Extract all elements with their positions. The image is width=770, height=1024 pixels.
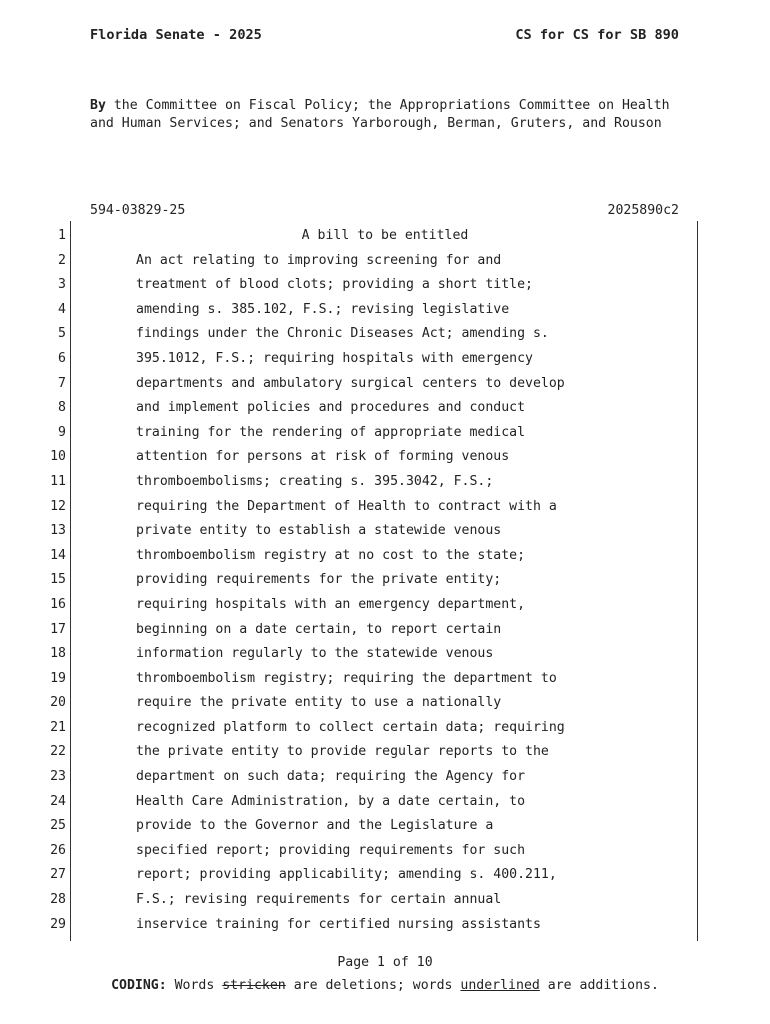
bill-line (0, 519, 770, 544)
bill-line (0, 814, 770, 839)
line-number: 1 (58, 228, 66, 243)
bill-line (0, 298, 770, 323)
bill-line (0, 593, 770, 618)
line-number: 13 (50, 523, 66, 539)
line-text: Health Care Administration, by a date certain, to (136, 793, 526, 809)
bill-line (0, 913, 770, 938)
bill-line (0, 618, 770, 643)
line-text: A bill to be entitled (301, 228, 469, 243)
line-number: 9 (58, 424, 66, 440)
bill-line (0, 839, 770, 864)
line-number: 26 (50, 842, 66, 858)
line-number: 27 (50, 867, 66, 883)
bill-code: 2025890c2 (607, 203, 679, 218)
line-number: 29 (50, 916, 66, 932)
bill-line (0, 249, 770, 274)
line-text: 395.1012, F.S.; requiring hospitals with emergency (136, 350, 533, 366)
line-text: requiring the Department of Health to contract with a (136, 498, 557, 514)
line-number: 19 (50, 670, 66, 686)
bill-lines (0, 224, 770, 937)
line-text: providing requirements for the private entity; (136, 572, 502, 588)
line-number: 14 (50, 547, 66, 563)
line-number: 25 (50, 818, 66, 834)
line-number: 18 (50, 646, 66, 662)
line-text: report; providing applicability; amending s. 400.211, (136, 867, 557, 883)
line-number: 28 (50, 892, 66, 908)
bill-line (0, 372, 770, 397)
bill-line (0, 691, 770, 716)
bill-line (0, 568, 770, 593)
line-text: information regularly to the statewide venous (136, 646, 494, 662)
line-text: attention for persons at risk of forming venous (136, 449, 510, 465)
line-number: 7 (58, 375, 66, 391)
line-text: findings under the Chronic Diseases Act; amending s. (136, 326, 549, 342)
coding-text-1: Words (166, 978, 223, 993)
bill-line (0, 716, 770, 741)
line-number: 16 (50, 596, 66, 612)
bill-line (0, 544, 770, 569)
line-number: 20 (50, 695, 66, 711)
line-number: 10 (50, 449, 66, 465)
bill-line (0, 863, 770, 888)
line-text: require the private entity to use a nationally (136, 695, 502, 711)
coding-text-3: are additions. (539, 978, 659, 993)
draft-code: 594-03829-25 (90, 203, 186, 218)
line-number: 23 (50, 769, 66, 785)
line-number: 21 (50, 719, 66, 735)
bill-text-area (0, 221, 770, 941)
bill-line (0, 740, 770, 765)
line-text: An act relating to improving screening for and (136, 252, 502, 268)
line-text: the private entity to provide regular reports to the (136, 744, 549, 760)
bill-line (0, 396, 770, 421)
line-text: and implement policies and procedures and conduct (136, 400, 526, 416)
line-text: thromboembolism registry at no cost to the state; (136, 547, 526, 563)
line-number: 5 (58, 326, 66, 342)
line-text: training for the rendering of appropriate medical (136, 424, 526, 440)
line-number: 15 (50, 572, 66, 588)
line-text: treatment of blood clots; providing a short title; (136, 277, 533, 293)
bill-line (0, 495, 770, 520)
page-number: Page 1 of 10 (337, 955, 433, 970)
bill-line (0, 888, 770, 913)
bill-line (0, 790, 770, 815)
line-text: beginning on a date certain, to report certain (136, 621, 502, 637)
line-text: amending s. 385.102, F.S.; revising legislative (136, 301, 510, 317)
sponsor-text: the Committee on Fiscal Policy; the Appropriations Committee on Health and Human Services; and Senators Yarborough, Berman, Gruters, and Rouson (90, 98, 670, 131)
stricken-example: stricken (222, 978, 286, 993)
header-chamber-year: Florida Senate - 2025 (90, 27, 262, 43)
bill-line (0, 667, 770, 692)
coding-legend (0, 978, 770, 993)
underlined-example: underlined (460, 978, 540, 993)
line-number: 12 (50, 498, 66, 514)
line-text: recognized platform to collect certain data; requiring (136, 719, 565, 735)
line-text: F.S.; revising requirements for certain annual (136, 892, 502, 908)
line-text: thromboembolism registry; requiring the department to (136, 670, 557, 686)
line-number: 8 (58, 400, 66, 416)
line-text: inservice training for certified nursing assistants (136, 916, 541, 932)
line-number: 3 (58, 277, 66, 293)
line-number: 2 (58, 252, 66, 268)
bill-line (0, 421, 770, 446)
bill-line (0, 322, 770, 347)
bill-line (0, 224, 770, 249)
coding-label: CODING: (111, 978, 167, 993)
line-text: specified report; providing requirements for such (136, 842, 526, 858)
bill-line (0, 347, 770, 372)
bill-line (0, 470, 770, 495)
line-text: department on such data; requiring the Agency for (136, 769, 526, 785)
line-text: requiring hospitals with an emergency department, (136, 596, 526, 612)
line-text: departments and ambulatory surgical centers to develop (136, 375, 565, 391)
bill-line (0, 765, 770, 790)
line-text: private entity to establish a statewide venous (136, 523, 502, 539)
line-number: 24 (50, 793, 66, 809)
sponsor-by-label: By (90, 98, 106, 113)
coding-text-2: are deletions; words (285, 978, 461, 993)
line-number: 22 (50, 744, 66, 760)
line-text: thromboembolisms; creating s. 395.3042, F.S.; (136, 473, 494, 489)
header-bill-number: CS for CS for SB 890 (515, 27, 679, 43)
bill-line (0, 642, 770, 667)
bill-line (0, 445, 770, 470)
line-number: 11 (50, 473, 66, 489)
line-number: 17 (50, 621, 66, 637)
sponsor-statement (90, 97, 690, 133)
bill-line (0, 273, 770, 298)
line-number: 4 (58, 301, 66, 317)
line-text: provide to the Governor and the Legislature a (136, 818, 494, 834)
line-number: 6 (58, 350, 66, 366)
